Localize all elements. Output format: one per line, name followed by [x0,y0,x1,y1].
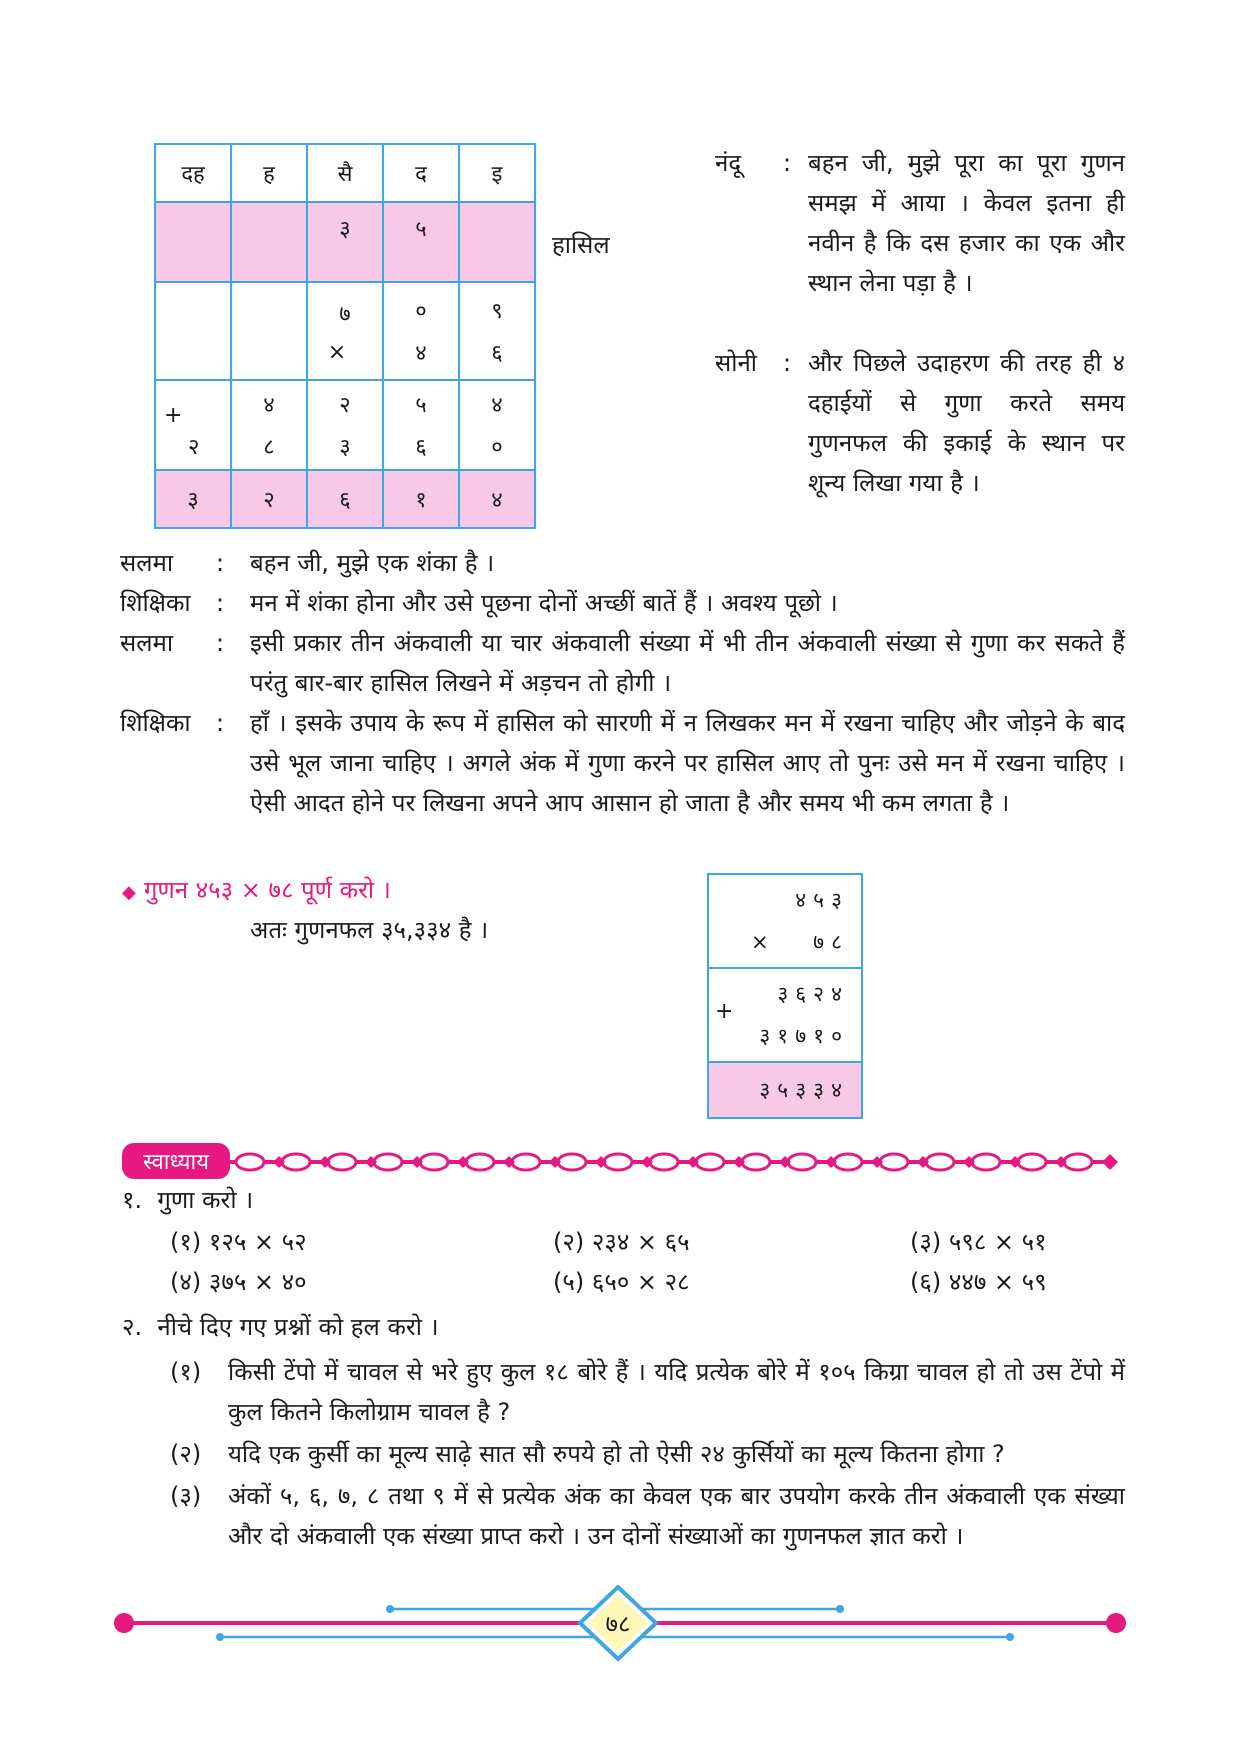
result-cell: १ [383,470,459,528]
carry-row [155,202,535,282]
dialogue-text: और पिछले उदाहरण की तरह ही ४ दहाईयों से गुणा करते समय गुणनफल की इकाई के स्थान पर शून्य लिखा गया है । [808,349,1125,497]
box-multiplicand: ४५३ [795,888,849,912]
q1-item: (४) ३७५ × ४० [170,1268,307,1296]
box-multiplier-row: × ७८ [751,930,849,954]
example-answer: अतः गुणनफल ३५,३३४ है । [250,916,489,944]
header-cell: सै [307,144,383,202]
page-number: ७८ [605,1610,631,1638]
carry-cell [231,202,307,282]
factor-row [155,282,535,380]
question-2-title: २. नीचे दिए गए प्रश्नों को हल करो । [122,1313,439,1341]
separator: : [216,629,225,657]
q1-item: (५) ६५० × २८ [553,1268,690,1296]
multiplication-box [707,873,863,1119]
q2-item: (२) यदि एक कुर्सी का मूल्य साढ़े सात सौ रुपये हो तो ऐसी २४ कुर्सियों का मूल्य कितना होगा ? [170,1440,1005,1468]
header-cell: इ [459,144,535,202]
carry-label: हासिल [552,231,610,259]
dialogue-text: बहन जी, मुझे पूरा का पूरा गुणन समझ में आया । केवल इतना ही नवीन है कि दस हजार का एक और स्थान लेना पड़ा है । [808,149,1125,297]
plus-sign: + [715,999,734,1024]
result-section [709,1063,861,1117]
partial-row [155,380,535,470]
box-partial2: ३१७१० [759,1024,849,1048]
table-header-row [155,144,535,202]
partial-cell: + २ [155,380,231,470]
dialogue-soni [715,343,1125,503]
factors-section [709,875,861,969]
carry-cell: ५ [383,202,459,282]
example-title: गुणन ४५३ × ७८ पूर्ण करो । [143,876,391,904]
box-result: ३५३३४ [759,1078,849,1102]
question-1-title: १. गुणा करो । [122,1186,254,1214]
separator: : [216,549,225,577]
result-cell: ६ [307,470,383,528]
separator: : [783,149,792,177]
dialogue-line [120,703,1125,863]
dialogue-nandu [715,143,1125,343]
swadhyay-badge: स्वाध्याय [122,1143,230,1179]
q1-item: (३) ५९८ × ५१ [910,1228,1047,1256]
partial-cell: ४ ० [459,380,535,470]
speaker-label: सलमा [120,629,174,657]
result-cell: ३ [155,470,231,528]
header-cell: ह [231,144,307,202]
result-cell: ४ [459,470,535,528]
example-heading [122,870,391,913]
separator: : [216,709,225,737]
carry-cell [155,202,231,282]
factor-cell: ७ × [307,282,383,380]
dialogue-text: बहन जी, मुझे एक शंका है । [250,549,495,577]
dialogue-text: इसी प्रकार तीन अंकवाली या चार अंकवाली संख्या में भी तीन अंकवाली संख्या से गुणा कर सकते हैं परंतु बार-बार हासिल लिखने में अड़चन तो होगी । [250,629,1125,697]
separator: : [783,349,792,377]
dialogue-line [120,543,1125,583]
factor-cell: ९ ६ [459,282,535,380]
dialogue-text: मन में शंका होना और उसे पूछना दोनों अच्छीं बातें हैं । अवश्य पूछो । [250,589,838,617]
place-value-table [154,143,536,529]
separator: : [216,589,225,617]
carry-cell [459,202,535,282]
decorative-chain-border [230,1148,1122,1176]
speaker-label: नंदू [715,149,742,177]
q1-item: (६) ४४७ × ५९ [910,1268,1047,1296]
times-sign: × [327,339,347,365]
diamond-bullet-icon: ◆ [122,882,136,903]
header-cell: द [383,144,459,202]
result-row [155,470,535,528]
plus-sign: + [164,403,183,428]
partial-cell: २ ३ [307,380,383,470]
speaker-label: शिक्षिका [120,709,191,737]
q1-item: (१) १२५ × ५२ [170,1228,307,1256]
partial-cell: ४ ८ [231,380,307,470]
header-cell: दह [155,144,231,202]
speaker-label: सलमा [120,549,174,577]
result-cell: २ [231,470,307,528]
dialogue-line [120,583,1125,623]
q2-item: (३) अंकों ५, ६, ७, ८ तथा ९ में से प्रत्येक अंक का केवल एक बार उपयोग करके तीन अंकवाली एक संख्या और दो अंकवाली एक संख्या प्राप्त करो । उन दोनों संख्याओं का गुणनफल ज्ञात करो । [170,1482,1125,1550]
factor-cell: ० ४ [383,282,459,380]
q2-item: (१) किसी टेंपो में चावल से भरे हुए कुल १८ बोरे हैं । यदि प्रत्येक बोरे में १०५ किग्रा चावल हो तो उस टेंपो में कुल कितने किलोग्राम चावल है ? [170,1358,1125,1426]
times-sign: × [751,930,776,954]
dialogue-line [120,623,1125,703]
box-partial1: ३६२४ [777,982,849,1006]
dialogue-text: हाँ । इसके उपाय के रूप में हासिल को सारणी में न लिखकर मन में रखना चाहिए और जोड़ने के बाद उसे भूल जाना चाहिए । अगले अंक में गुणा करने पर हासिल आए तो पुनः उसे मन में रखना चाहिए । ऐसी आदत होने पर लिखना अपने आप आसान हो जाता है और समय भी कम लगता है । [250,709,1125,817]
speaker-label: सोनी [715,349,757,377]
partial-cell: ५ ६ [383,380,459,470]
partials-section [709,969,861,1063]
speaker-label: शिक्षिका [120,589,191,617]
q1-item: (२) २३४ × ६५ [553,1228,690,1256]
carry-cell: ३ [307,202,383,282]
